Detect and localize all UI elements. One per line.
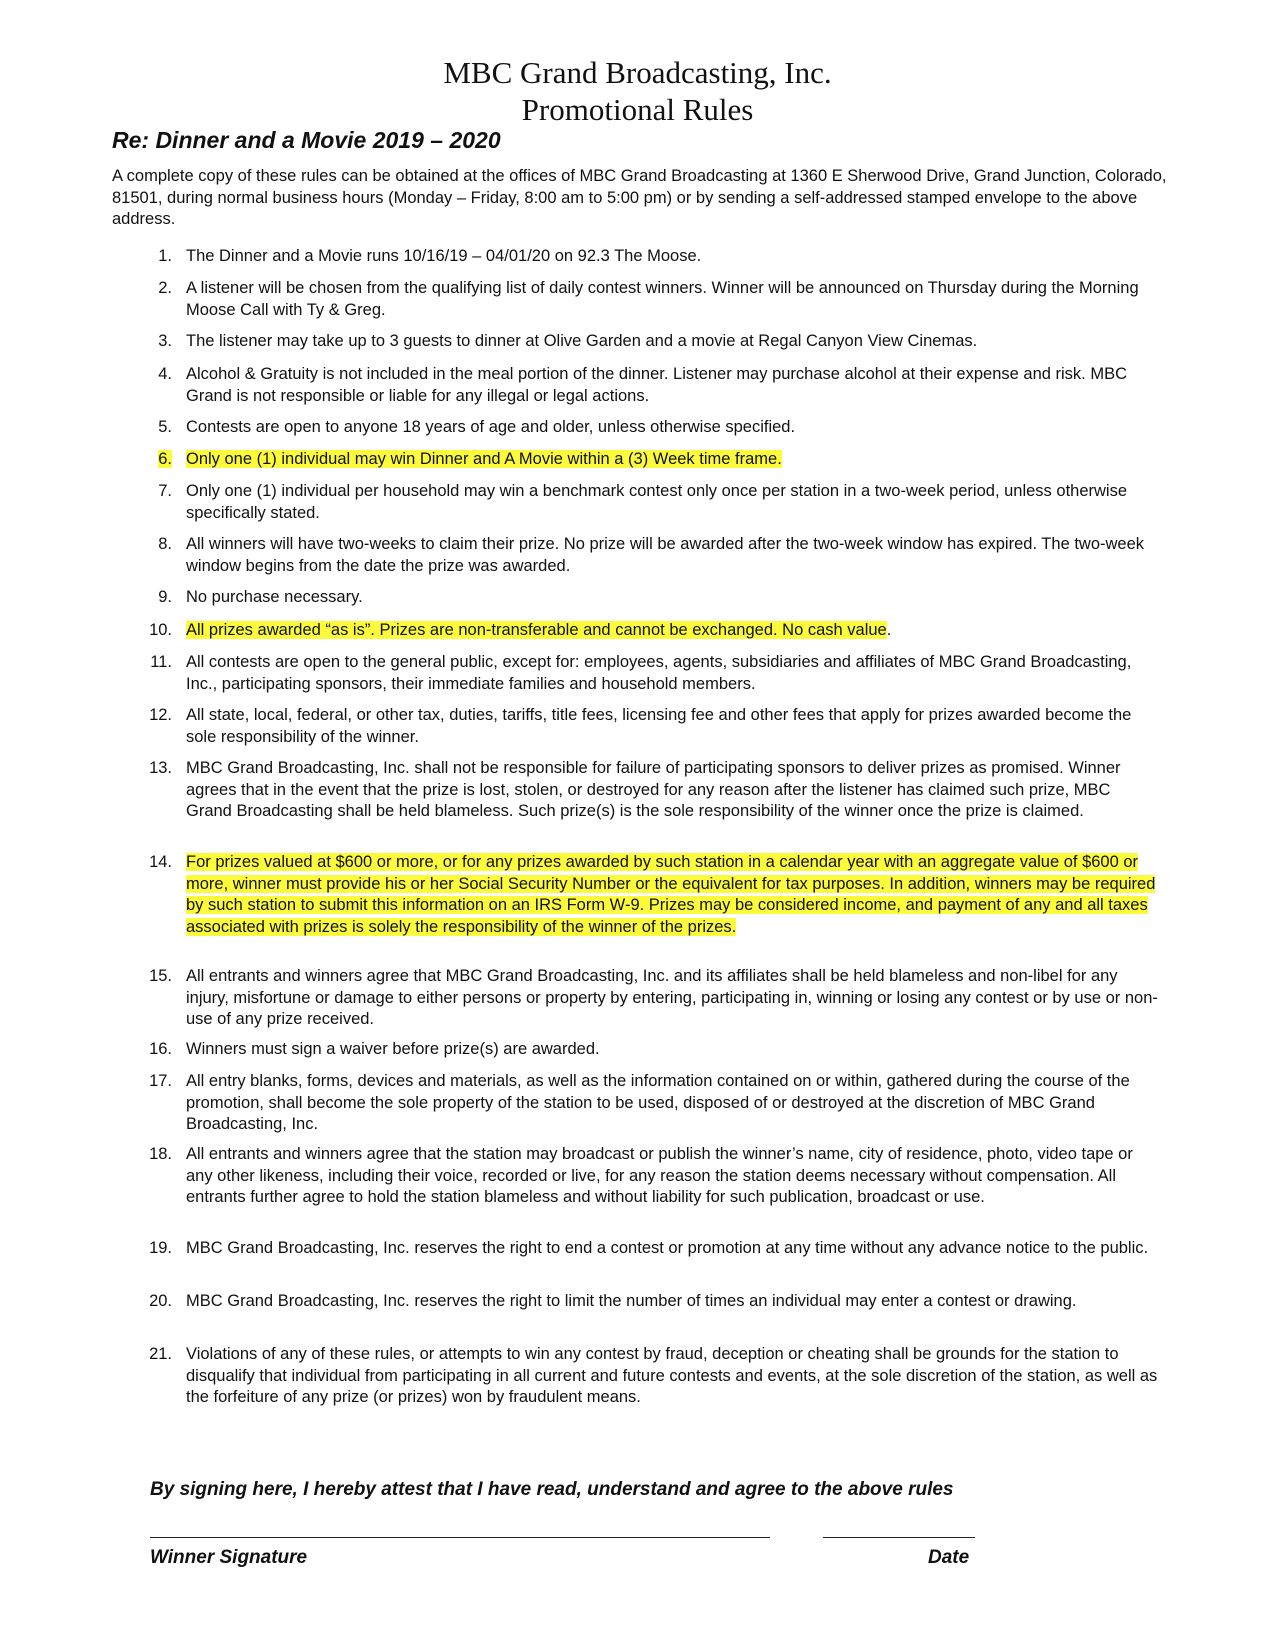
rule-text: The Dinner and a Movie runs 10/16/19 – 04/01/20 on 92.3 The Moose. xyxy=(186,247,702,265)
rule-number: 20. xyxy=(149,1292,172,1310)
rule-number: 16. xyxy=(149,1040,172,1058)
rule-text: All entrants and winners agree that MBC Grand Broadcasting, Inc. and its affiliates shall be held blameless and non-libel for any injury, misfortune or damage to either persons or property by entering, participating in, winning or losing any contest or by use or non-use of any prize received. xyxy=(186,967,1158,1028)
rule-number: 2. xyxy=(158,279,172,297)
rule-number: 12. xyxy=(149,706,172,724)
rule-text: All winners will have two-weeks to claim their prize. No prize will be awarded after the two-week window has expired. The two-week window begins from the date the prize was awarded. xyxy=(186,535,1145,575)
winner-signature-line[interactable] xyxy=(150,1537,770,1538)
rule-number xyxy=(132,449,172,471)
rule-number: 13. xyxy=(149,759,172,777)
rule-number: 7. xyxy=(158,482,172,500)
rule-number-highlight: 6. xyxy=(158,450,172,468)
rule-text: MBC Grand Broadcasting, Inc. reserves the right to end a contest or promotion at any time without any advance notice to the public. xyxy=(186,1239,1149,1257)
rule-text xyxy=(186,449,1158,471)
rule-number: 10. xyxy=(149,621,172,639)
rule-number: 19. xyxy=(149,1239,172,1257)
rule-number: 9. xyxy=(158,588,172,606)
rule-text-highlight: All prizes awarded “as is”. Prizes are non-transferable and cannot be exchanged. No cash value xyxy=(186,621,887,639)
rule-text: No purchase necessary. xyxy=(186,588,363,606)
rule-text xyxy=(186,852,1158,938)
rule-text: Only one (1) individual per household may win a benchmark contest only once per station in a two-week period, unless otherwise specifically stated. xyxy=(186,482,1128,522)
rule-number: 4. xyxy=(158,365,172,383)
rule-number: 8. xyxy=(158,535,172,553)
rule-number: 11. xyxy=(150,653,172,671)
rule-text-highlight: For prizes valued at $600 or more, or for any prizes awarded by such station in a calendar year with an aggregate value of $600 or more, winner must provide his or her Social Security Number or the equivalent for tax purposes. In addition, winners may be required by such station to submit this information on an IRS Form W-9. Prizes may be considered income, and payment of any and all taxes associated with prizes is solely the responsibility of the winner of the prizes. xyxy=(186,853,1156,936)
date-signature-line[interactable] xyxy=(823,1537,975,1538)
rule-number: 3. xyxy=(158,332,172,350)
rule-text: A listener will be chosen from the qualifying list of daily contest winners. Winner will be announced on Thursday during the Morning Moose Call with Ty & Greg. xyxy=(186,279,1139,319)
rule-text: The listener may take up to 3 guests to dinner at Olive Garden and a movie at Regal Canyon View Cinemas. xyxy=(186,332,978,350)
rule-text: All entrants and winners agree that the station may broadcast or publish the winner’s name, city of residence, photo, video tape or any other likeness, including their voice, recorded or live, for any reason the station deems necessary without compensation. All entrants further agree to hold the station blameless and without liability for such publication, broadcast or use. xyxy=(186,1145,1133,1206)
rule-text-suffix: . xyxy=(886,621,892,639)
document-title: Promotional Rules xyxy=(521,92,754,127)
rule-number: 5. xyxy=(158,418,172,436)
rule-text: MBC Grand Broadcasting, Inc. reserves the right to limit the number of times an individual may enter a contest or drawing. xyxy=(186,1292,1077,1310)
intro-paragraph: A complete copy of these rules can be obtained at the offices of MBC Grand Broadcasting at 1360 E Sherwood Drive, Grand Junction, Colorado, 81501, during normal business hours (Monday – Friday, 8:00 am to 5:00 pm) or by sending a self-addressed stamped envelope to the above address. xyxy=(112,167,1167,228)
date-label: Date xyxy=(928,1547,970,1568)
rule-number: 21. xyxy=(149,1345,172,1363)
rule-text: MBC Grand Broadcasting, Inc. shall not be responsible for failure of participating sponsors to deliver prizes as promised. Winner agrees that in the event that the prize is lost, stolen, or destroyed for any reason after the listener has claimed such prize, MBC Grand Broadcasting shall be held blameless. Such prize(s) is the sole responsibility of the winner once the prize is claimed. xyxy=(186,759,1121,820)
rule-text: All contests are open to the general public, except for: employees, agents, subsidiaries and affiliates of MBC Grand Broadcasting, Inc., participating sponsors, their immediate families and household members. xyxy=(186,653,1132,693)
rule-number: 1. xyxy=(158,247,172,265)
rule-text: All state, local, federal, or other tax, duties, tariffs, title fees, licensing fee and other fees that apply for prizes awarded become the sole responsibility of the winner. xyxy=(186,706,1132,746)
rule-text: Winners must sign a waiver before prize(s) are awarded. xyxy=(186,1040,600,1058)
promotion-subtitle: Re: Dinner and a Movie 2019 – 2020 xyxy=(112,127,501,153)
rule-text-highlight: Only one (1) individual may win Dinner and A Movie within a (3) Week time frame. xyxy=(186,450,782,468)
rule-number: 14. xyxy=(149,853,172,871)
attestation-statement: By signing here, I hereby attest that I have read, understand and agree to the above rules xyxy=(150,1479,954,1500)
company-name: MBC Grand Broadcasting, Inc. xyxy=(443,55,832,90)
rule-text xyxy=(186,620,1158,642)
rule-number: 15. xyxy=(149,967,172,985)
rule-text: Contests are open to anyone 18 years of age and older, unless otherwise specified. xyxy=(186,418,796,436)
rule-text: Alcohol & Gratuity is not included in the meal portion of the dinner. Listener may purchase alcohol at their expense and risk. MBC Grand is not responsible or liable for any illegal or legal actions. xyxy=(186,365,1128,405)
winner-signature-label: Winner Signature xyxy=(150,1547,308,1568)
rule-number: 18. xyxy=(149,1145,172,1163)
rule-number: 17. xyxy=(149,1072,172,1090)
rule-text: Violations of any of these rules, or attempts to win any contest by fraud, deception or cheating shall be grounds for the station to disqualify that individual from participating in all current and future contests and events, at the sole discretion of the station, as well as the forfeiture of any prize (or prizes) won by fraudulent means. xyxy=(186,1345,1158,1406)
rule-text: All entry blanks, forms, devices and materials, as well as the information contained on or within, gathered during the course of the promotion, shall become the sole property of the station to be used, disposed of or destroyed at the discretion of MBC Grand Broadcasting, Inc. xyxy=(186,1072,1130,1133)
